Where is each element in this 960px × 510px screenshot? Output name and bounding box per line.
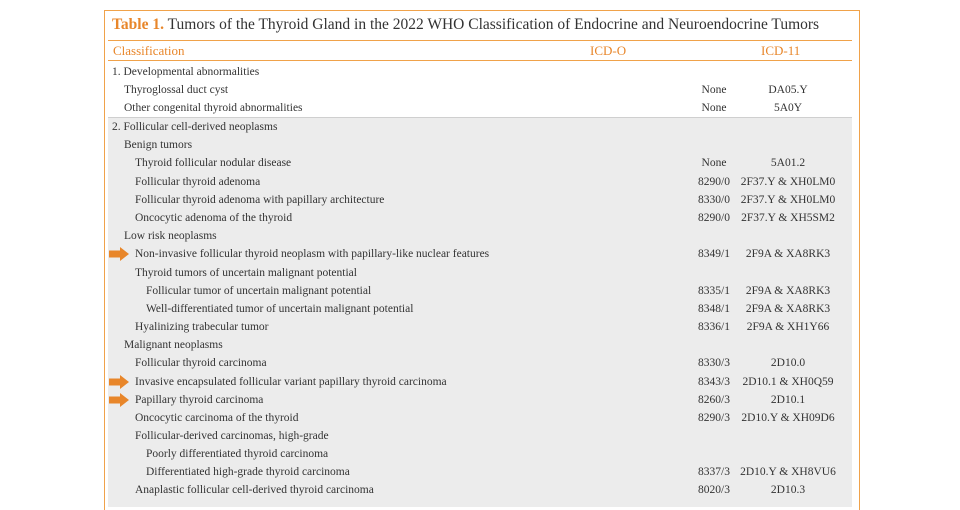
highlight-arrow-icon — [109, 375, 129, 389]
classification-cell: Thyroglossal duct cyst — [124, 84, 229, 96]
icdo-cell: 8290/0 — [698, 212, 730, 224]
table-row — [108, 354, 852, 372]
column-header-icd11: ICD-11 — [761, 43, 801, 58]
table-row — [108, 99, 852, 117]
icd11-cell: 2F9A & XA8RK3 — [745, 303, 831, 315]
classification-cell: Benign tumors — [124, 139, 193, 151]
table-row — [108, 209, 852, 227]
icdo-cell: 8336/1 — [698, 321, 730, 333]
icd11-cell: 2F9A & XH1Y66 — [746, 321, 830, 333]
classification-cell: Anaplastic follicular cell-derived thyroid carcinoma — [135, 484, 374, 496]
classification-cell: 2. Follicular cell-derived neoplasms — [112, 121, 278, 133]
classification-cell: Follicular thyroid adenoma with papillary architecture — [135, 194, 385, 206]
table-row — [108, 391, 852, 409]
icdo-cell: 8260/3 — [698, 394, 730, 406]
classification-cell: Oncocytic adenoma of the thyroid — [135, 212, 293, 224]
table-caption — [112, 16, 819, 34]
classification-cell: Well-differentiated tumor of uncertain malignant potential — [146, 303, 414, 315]
classification-cell: Follicular thyroid adenoma — [135, 176, 261, 188]
icdo-cell: 8330/3 — [698, 357, 730, 369]
classification-cell: Other congenital thyroid abnormalities — [124, 102, 303, 114]
table-caption-label: Table 1. — [112, 16, 164, 33]
highlight-arrow-icon — [109, 247, 129, 261]
classification-cell: Hyalinizing trabecular tumor — [135, 321, 269, 333]
table-row — [108, 173, 852, 191]
highlight-arrow-icon — [109, 393, 129, 407]
icd11-cell: 2D10.0 — [770, 357, 806, 369]
classification-cell: Poorly differentiated thyroid carcinoma — [146, 448, 329, 460]
column-header-icdo: ICD-O — [590, 43, 627, 58]
table-row — [108, 282, 852, 300]
icd11-cell: DA05.Y — [768, 84, 808, 96]
classification-cell: Follicular tumor of uncertain malignant potential — [146, 285, 372, 297]
icdo-cell: 8335/1 — [698, 285, 730, 297]
header-rule-top — [108, 40, 852, 41]
icdo-cell: 8349/1 — [698, 248, 730, 260]
icd11-cell: 2D10.3 — [770, 484, 806, 496]
table-row — [108, 264, 852, 282]
icdo-cell: 8337/3 — [698, 466, 730, 478]
icdo-cell: None — [701, 84, 727, 96]
table-row — [108, 463, 852, 481]
table-row — [108, 154, 852, 172]
icdo-cell: 8290/0 — [698, 176, 730, 188]
classification-cell: Non-invasive follicular thyroid neoplasm with papillary-like nuclear features — [135, 248, 490, 260]
header-rule-bottom — [108, 60, 852, 61]
icd11-cell: 2F37.Y & XH0LM0 — [740, 176, 836, 188]
icdo-cell: None — [701, 157, 727, 169]
icdo-cell: 8330/0 — [698, 194, 730, 206]
table-row — [108, 445, 852, 463]
classification-cell: Follicular thyroid carcinoma — [135, 357, 267, 369]
table-row — [108, 191, 852, 209]
table-row — [108, 427, 852, 445]
classification-cell: Low risk neoplasms — [124, 230, 217, 242]
classification-cell: Thyroid follicular nodular disease — [135, 157, 292, 169]
icd11-cell: 2F9A & XA8RK3 — [745, 248, 831, 260]
icd11-cell: 2D10.Y & XH09D6 — [741, 412, 835, 424]
table-row — [108, 481, 852, 499]
classification-cell: 1. Developmental abnormalities — [112, 66, 260, 78]
table-row — [108, 245, 852, 263]
icd11-cell: 2F9A & XA8RK3 — [745, 285, 831, 297]
icdo-cell: None — [701, 102, 727, 114]
classification-cell: Malignant neoplasms — [124, 339, 223, 351]
table-row — [108, 81, 852, 99]
table-row — [108, 300, 852, 318]
table-caption-text: Tumors of the Thyroid Gland in the 2022 WHO Classification of Endocrine and Neuroendocrine Tumors — [167, 16, 820, 33]
icd11-cell: 5A0Y — [773, 102, 803, 114]
table-row — [108, 409, 852, 427]
icdo-cell: 8343/3 — [698, 376, 730, 388]
icd11-cell: 2D10.1 & XH0Q59 — [742, 376, 834, 388]
icd11-cell: 2F37.Y & XH0LM0 — [740, 194, 836, 206]
classification-cell: Papillary thyroid carcinoma — [135, 394, 264, 406]
table-row — [108, 318, 852, 336]
classification-cell: Invasive encapsulated follicular variant papillary thyroid carcinoma — [135, 376, 447, 388]
table-row — [108, 373, 852, 391]
table-row — [108, 136, 852, 154]
table-row — [108, 227, 852, 245]
icd11-cell: 2D10.1 — [770, 394, 806, 406]
classification-cell: Oncocytic carcinoma of the thyroid — [135, 412, 299, 424]
classification-cell: Thyroid tumors of uncertain malignant potential — [135, 267, 357, 279]
classification-cell: Differentiated high-grade thyroid carcinoma — [146, 466, 350, 478]
icd11-cell: 2D10.Y & XH8VU6 — [740, 466, 836, 478]
icd11-cell: 2F37.Y & XH5SM2 — [741, 212, 835, 224]
icdo-cell: 8348/1 — [698, 303, 730, 315]
column-header-classification: Classification — [113, 43, 185, 58]
table-row — [108, 336, 852, 354]
icd11-cell: 5A01.2 — [770, 157, 806, 169]
table-row — [108, 118, 852, 136]
icdo-cell: 8020/3 — [698, 484, 730, 496]
classification-cell: Follicular-derived carcinomas, high-grade — [135, 430, 329, 442]
table-row — [108, 63, 852, 81]
icdo-cell: 8290/3 — [698, 412, 730, 424]
